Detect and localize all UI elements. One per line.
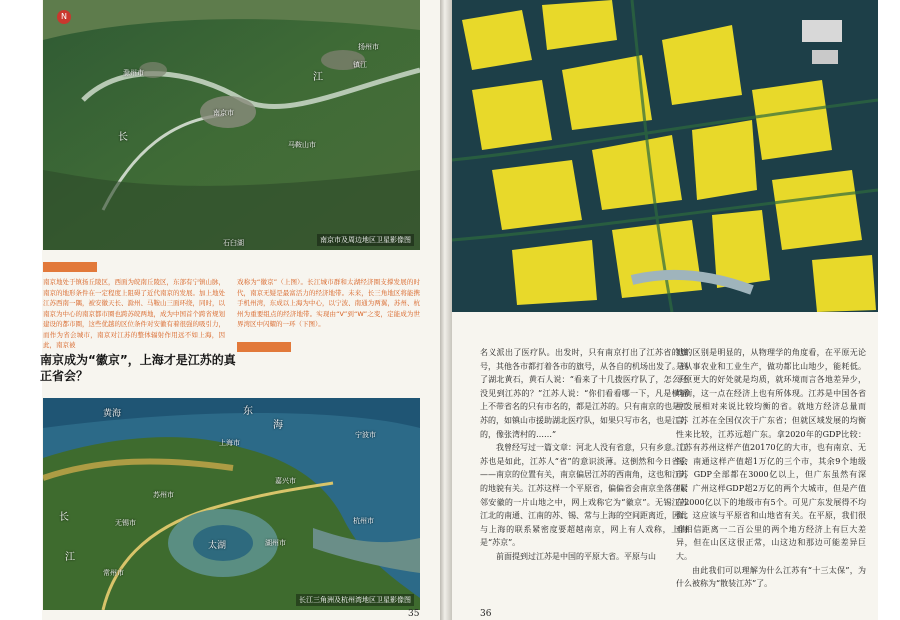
map-label: 嘉兴市: [275, 477, 296, 485]
paragraph: 前面提到过江苏是中国的平原大省。平原与山: [496, 551, 656, 561]
map-label: 南京市: [213, 109, 234, 117]
page-number: 36: [480, 609, 492, 619]
map-label: 宁波市: [355, 431, 376, 439]
paragraph: 由此我们可以理解为什么江苏有“十三太保”，为什么被称为“散装江苏”了。: [676, 565, 866, 589]
map-label: 滁州市: [123, 69, 144, 77]
map-label: 长: [118, 132, 128, 143]
map-label: 镇江: [353, 61, 367, 69]
rapeseed-field-photo: [452, 0, 878, 312]
map-label: 长: [59, 512, 69, 523]
map-label: 常州市: [103, 569, 124, 577]
page-margin: [0, 0, 42, 620]
body-text-column-1: [480, 346, 688, 564]
caption-text-col1: 南京地处于镇扬丘陵区，西面为皖南丘陵区，东部有宁镇山脉，南京的地形条件在一定程度上阻碍了近代南京的发展。加上地处江苏西南一隅，被安徽天长、滁州、马鞍山三面环绕，同时，以南京为中心的南京都市圈也跨苏皖两地，成为中国首个跨省规划建设的都市圈，这些优越的区位条件对安徽有着很强的吸引力，而作为省会城市，南京对江苏的整体辐射作用远不如上海，因此，南京被: [43, 278, 225, 349]
map-label: 马鞍山市: [288, 141, 316, 149]
north-arrow-icon: N: [57, 10, 71, 24]
field-photo-graphic: [452, 0, 878, 312]
caption-text-col2: 戏称为“徽京”（上图）。长江城市群和太湖经济圈支撑发展的时代，南京无疑是最富活力的经济地带。未来，长三角地区将能携手机州湾，东成以上海为中心，以宁波、南通为两翼，苏州、杭州为重要组点的经济地带。实现由“V”到“W”之变，定能成为世界湾区中闪耀的一环（下图）。: [237, 278, 420, 328]
page-number: 35: [408, 609, 420, 619]
map-caption: 南京市及周边地区卫星影像图: [317, 234, 414, 246]
left-page: [0, 0, 440, 620]
map-label: 海: [273, 420, 283, 431]
map-label: 无锡市: [115, 519, 136, 527]
map-label: 江: [313, 72, 323, 83]
map-label: 石臼湖: [223, 239, 244, 247]
delta-satellite-map: [43, 398, 420, 610]
map-label: 上海市: [219, 439, 240, 447]
book-gutter: [440, 0, 452, 620]
map-label: 太湖: [208, 541, 227, 551]
paragraph: 我曾经写过一篇文章：河北人没有省意，只有乡意。江苏也是如此，江苏人“省”的意识淡薄。这倒然和今日省会——南京的位置有关，南京偏居江苏的西南角，这也和江苏的地貌有关。江苏这样一个平原省，偏偏省会南京坐落在紧邻安徽的一片山地之中，网上戏称它为“徽京”。无锡江苏江北的南通、江南的苏、锡、常与上海的空间距离近，因此与上海的联系紧密度要超越南京，网上有人戏称，上海是“苏京”。: [480, 443, 688, 548]
map-caption: 长江三角洲及杭州湾地区卫星影像图: [296, 594, 414, 606]
paragraph: 地的区别是明显的，从物理学的角度看，在平原无论是从事农业和工业生产，做功都比山地少，能耗低。平原更大的好处就是均质，就环境而言各地差异少，均衡，这一点在经济上也有所体现。江苏是中国各省中发展相对来说比较均衡的省。就地方经济总量而言，江苏在全国仅次于广东省；但就区域发展的均衡性来比较，江苏远超广东。拿2020年的GDP比较：江苏有苏州这样产值20170亿的大市，也有南京、无锡、南通这样产值超1万亿的三个市，其余9个地级市，GDP全部都在3000亿以上，但广东虽然有深圳、广州这样GDP超2万亿的两个大城市，但是产值在2000亿以下的地级市有5个。可见广东发展得不均衡。这应该与平原省和山地省有关。在平原，我们很难相信距离一二百公里的两个地方经济上有巨大差异，但在山区这很正常，山这边和那边可能差异巨大。: [676, 348, 866, 561]
orange-marker: [43, 262, 97, 272]
map-label: 黄海: [103, 409, 122, 419]
paragraph: 名义派出了医疗队。出发时，只有南京打出了江苏省的旗号，其他各市都打着各市的旗号，从各自的机场出发了。到了湖北黄石，黄石人说：“看来了十几拨医疗队了，怎么还没见到江苏的？”江苏人说：“你们看看哪一下，凡是横幅上不带省名的只有市名的，都是江苏的。只有南京的也是江苏的，如镇山市援助湖北医疗队，如果只写市名，也是江苏的，像张湾村的……”: [480, 348, 688, 439]
nanjing-map-graphic: [43, 0, 420, 250]
body-text-column-2: [676, 346, 866, 591]
map-label: 湖州市: [265, 539, 286, 547]
map-label: 苏州市: [153, 491, 174, 499]
right-page: [452, 0, 900, 620]
orange-marker: [237, 342, 291, 352]
map-label: 江: [65, 552, 75, 563]
section-headline: 南京成为“徽京”，上海才是江苏的真正省会？: [40, 353, 236, 383]
map-label: 扬州市: [358, 43, 379, 51]
map-label: 东: [243, 406, 253, 417]
map-label: 杭州市: [353, 517, 374, 525]
nanjing-satellite-map: [43, 0, 420, 250]
page-margin: [878, 0, 900, 620]
